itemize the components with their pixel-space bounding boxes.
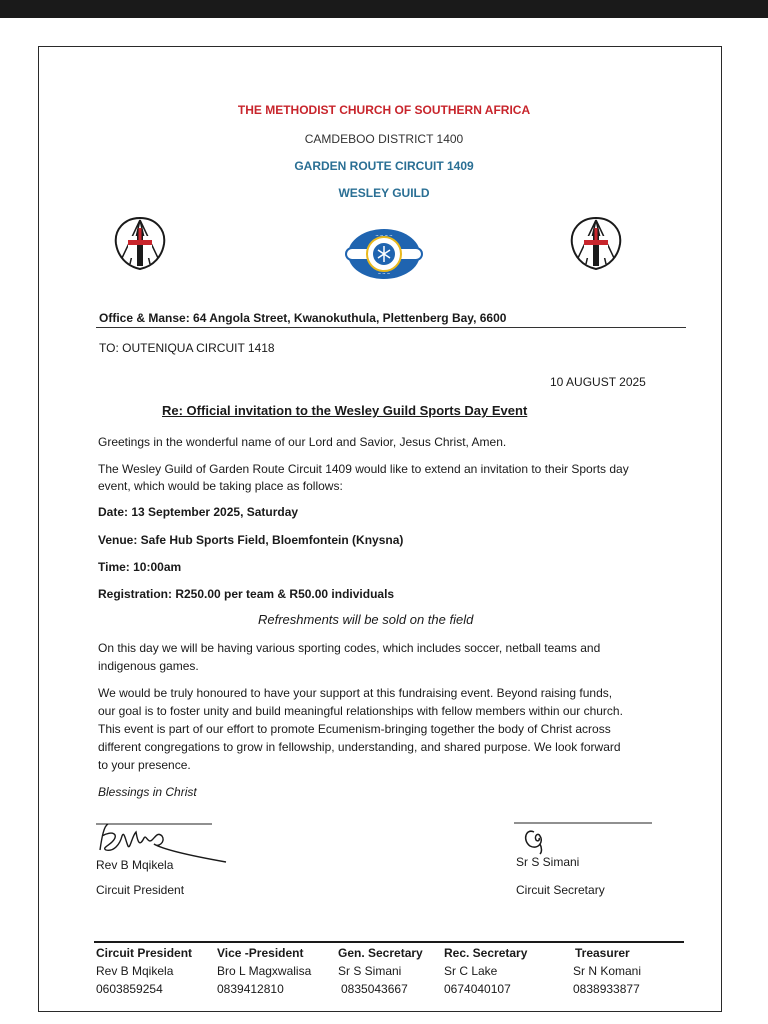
signature-right (512, 818, 654, 856)
footer-role: Rec. Secretary (444, 946, 528, 960)
footer-role: Circuit President (96, 946, 193, 960)
scan-top-edge (0, 0, 768, 18)
guild-name: WESLEY GUILD (338, 186, 430, 200)
footer-phone: 0838933877 (573, 982, 640, 996)
para-2-line-4: different congregations to grow in fellowship, understanding, and shared purpose. We look forward (98, 740, 621, 754)
footer-phone: 0835043667 (341, 982, 408, 996)
para-1-line-1: On this day we will be having various sporting codes, which includes soccer, netball teams and (98, 641, 601, 655)
footer-name: Sr S Simani (338, 964, 402, 978)
signatory-left-title: Circuit President (96, 883, 185, 897)
footer-col-rec-secretary (444, 944, 527, 998)
footer-rule (94, 941, 684, 943)
event-time: Time: 10:00am (98, 560, 182, 574)
recipient: TO: OUTENIQUA CIRCUIT 1418 (99, 341, 275, 355)
intro-line-2: event, which would be taking place as follows: (98, 479, 343, 493)
subject-line: Re: Official invitation to the Wesley Guild Sports Day Event (162, 403, 528, 418)
wesley-guild-emblem (344, 226, 424, 282)
footer-name: Sr C Lake (444, 964, 498, 978)
para-2-line-2: our goal is to foster unity and build meaningful relationships with fellow members within our church. (98, 704, 623, 718)
intro-line-1: The Wesley Guild of Garden Route Circuit 1409 would like to extend an invitation to their Sports day (98, 462, 629, 476)
footer-role: Treasurer (575, 946, 630, 960)
methodist-shell-cross-icon (112, 214, 168, 272)
footer-role: Vice -President (217, 946, 304, 960)
signatory-right-title: Circuit Secretary (516, 883, 605, 897)
circuit-name: GARDEN ROUTE CIRCUIT 1409 (294, 159, 474, 173)
refreshments-note: Refreshments will be sold on the field (258, 612, 474, 627)
greeting: Greetings in the wonderful name of our Lord and Savior, Jesus Christ, Amen. (98, 435, 507, 449)
address-rule (96, 327, 686, 328)
footer-col-gen-secretary (338, 944, 423, 998)
letter-date: 10 AUGUST 2025 (550, 375, 646, 389)
para-1-line-2: indigenous games. (98, 659, 199, 673)
para-2-line-1: We would be truly honoured to have your support at this fundraising event. Beyond raising funds, (98, 686, 613, 700)
district-name: CAMDEBOO DISTRICT 1400 (304, 132, 464, 146)
para-2-line-5: to your presence. (98, 758, 191, 772)
church-name: THE METHODIST CHURCH OF SOUTHERN AFRICA (237, 103, 531, 117)
signatory-right-name: Sr S Simani (516, 855, 580, 869)
footer-col-president (96, 944, 192, 998)
office-address: Office & Manse: 64 Angola Street, Kwanokuthula, Plettenberg Bay, 6600 (99, 311, 507, 325)
footer-col-vice-president (217, 944, 311, 998)
event-registration: Registration: R250.00 per team & R50.00 individuals (98, 587, 395, 601)
svg-text:~ ~ ~: ~ ~ ~ (377, 271, 391, 276)
event-date: Date: 13 September 2025, Saturday (98, 505, 299, 519)
footer-phone: 0674040107 (444, 982, 511, 996)
footer-name: Sr N Komani (573, 964, 642, 978)
closing: Blessings in Christ (98, 785, 197, 799)
event-venue: Venue: Safe Hub Sports Field, Bloemfontein (Knysna) (98, 533, 404, 547)
footer-name: Rev B Mqikela (96, 964, 174, 978)
signatory-left-name: Rev B Mqikela (96, 858, 174, 872)
methodist-shell-cross-icon (568, 214, 624, 272)
footer-phone: 0603859254 (96, 982, 163, 996)
footer-name: Bro L Magxwalisa (217, 964, 312, 978)
para-2-line-3: This event is part of our effort to promote Ecumenism-bringing together the body of Christ across (98, 722, 611, 736)
footer-col-treasurer (573, 944, 641, 998)
footer-role: Gen. Secretary (338, 946, 423, 960)
footer-phone: 0839412810 (217, 982, 284, 996)
svg-text:~ ~ ~ ~: ~ ~ ~ ~ (375, 233, 393, 238)
